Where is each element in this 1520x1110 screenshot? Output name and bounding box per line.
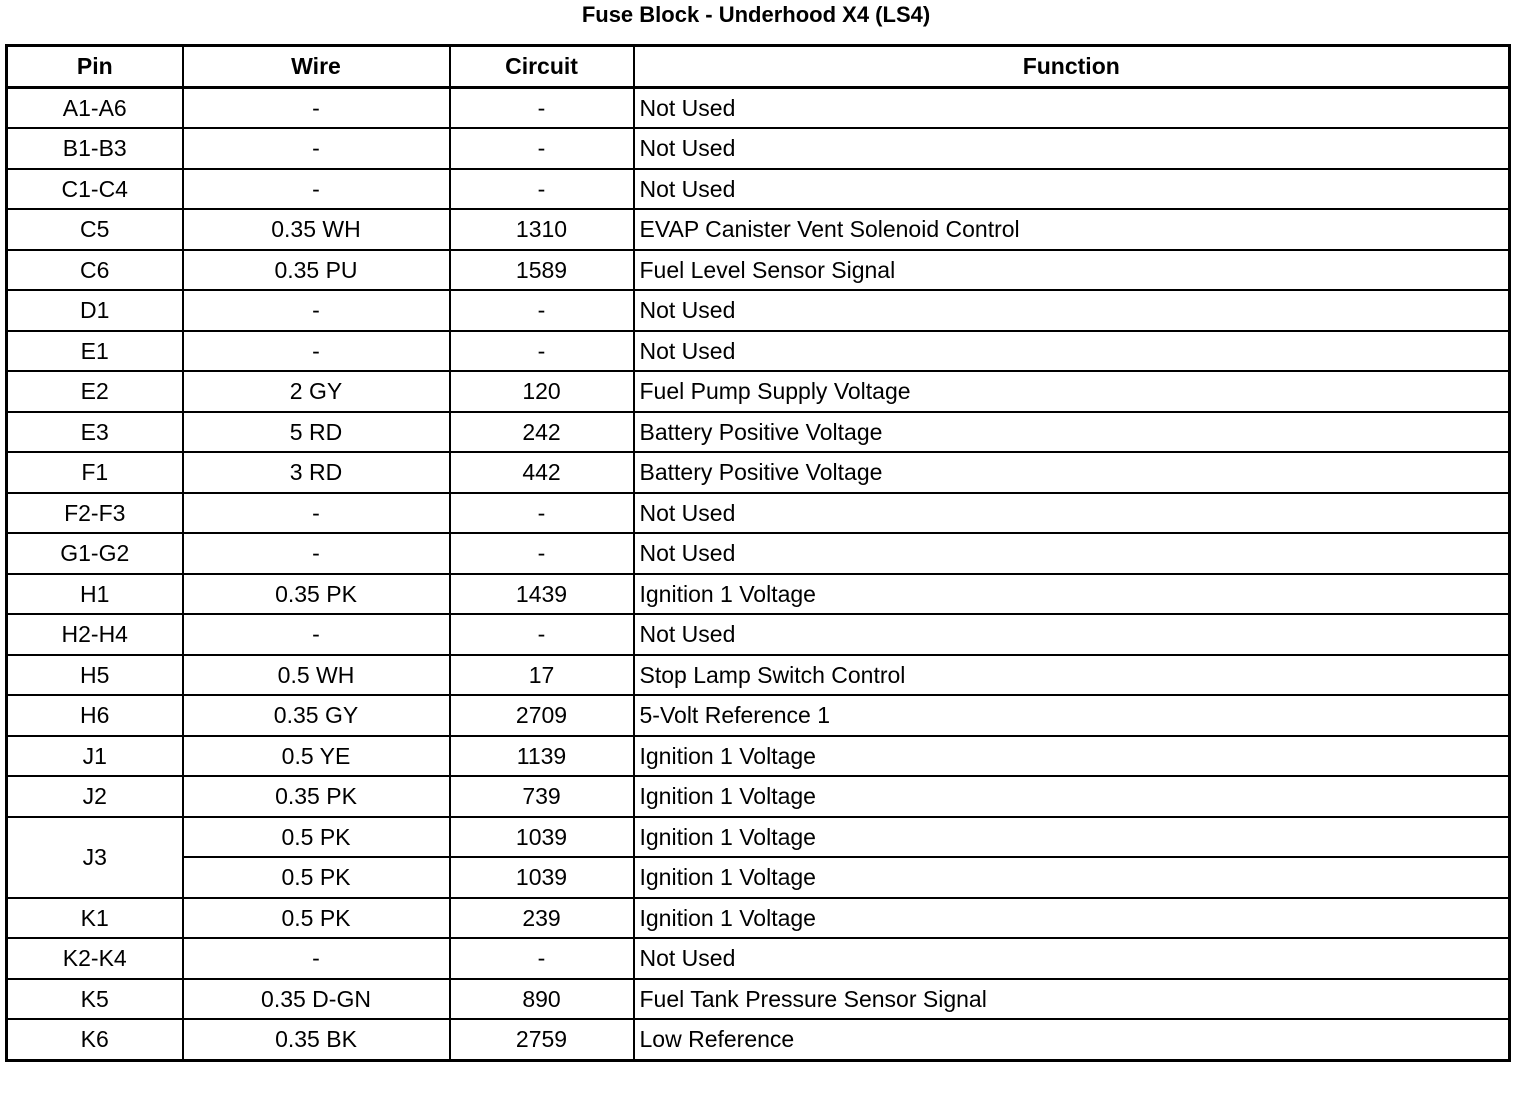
- wire-cell: 2 GY: [183, 371, 450, 412]
- function-cell: Battery Positive Voltage: [634, 452, 1510, 493]
- pin-cell: H6: [7, 695, 183, 736]
- table-row: [7, 87, 1510, 128]
- pin-cell: H2-H4: [7, 614, 183, 655]
- circuit-cell: 739: [450, 776, 634, 817]
- function-cell: Not Used: [634, 169, 1510, 210]
- table-row: [7, 128, 1510, 169]
- pin-cell: C1-C4: [7, 169, 183, 210]
- circuit-cell: 120: [450, 371, 634, 412]
- table-row: [7, 938, 1510, 979]
- table-row: [7, 898, 1510, 939]
- pin-cell: E3: [7, 412, 183, 453]
- wire-cell: 0.5 PK: [183, 817, 450, 858]
- circuit-cell: 1139: [450, 736, 634, 777]
- function-cell: Ignition 1 Voltage: [634, 776, 1510, 817]
- wire-cell: 0.35 PU: [183, 250, 450, 291]
- function-cell: Stop Lamp Switch Control: [634, 655, 1510, 696]
- circuit-cell: -: [450, 169, 634, 210]
- function-cell: Not Used: [634, 938, 1510, 979]
- function-cell: Not Used: [634, 493, 1510, 534]
- table-row: [7, 412, 1510, 453]
- wire-cell: 0.5 PK: [183, 898, 450, 939]
- function-cell: Not Used: [634, 331, 1510, 372]
- table-row: [7, 776, 1510, 817]
- wire-cell: 0.35 BK: [183, 1019, 450, 1060]
- table-row: [7, 695, 1510, 736]
- circuit-cell: 17: [450, 655, 634, 696]
- wire-cell: -: [183, 290, 450, 331]
- table-row: [7, 817, 1510, 858]
- column-header-circuit: Circuit: [450, 46, 634, 88]
- circuit-cell: -: [450, 938, 634, 979]
- circuit-cell: -: [450, 87, 634, 128]
- pin-cell: E1: [7, 331, 183, 372]
- pin-cell: F1: [7, 452, 183, 493]
- function-cell: Ignition 1 Voltage: [634, 817, 1510, 858]
- function-cell: Not Used: [634, 87, 1510, 128]
- function-cell: Fuel Pump Supply Voltage: [634, 371, 1510, 412]
- circuit-cell: -: [450, 128, 634, 169]
- pin-cell: E2: [7, 371, 183, 412]
- circuit-cell: 1589: [450, 250, 634, 291]
- table-row: [7, 857, 1510, 898]
- function-cell: Ignition 1 Voltage: [634, 574, 1510, 615]
- wire-cell: 0.35 GY: [183, 695, 450, 736]
- circuit-cell: -: [450, 533, 634, 574]
- function-cell: Fuel Tank Pressure Sensor Signal: [634, 979, 1510, 1020]
- circuit-cell: -: [450, 331, 634, 372]
- function-cell: 5-Volt Reference 1: [634, 695, 1510, 736]
- circuit-cell: 1310: [450, 209, 634, 250]
- table-body: [7, 87, 1510, 1060]
- table-row: [7, 1019, 1510, 1060]
- wire-cell: 0.5 WH: [183, 655, 450, 696]
- pin-cell: D1: [7, 290, 183, 331]
- pin-cell: J3: [7, 817, 183, 898]
- wire-cell: 0.5 YE: [183, 736, 450, 777]
- circuit-cell: 1039: [450, 857, 634, 898]
- table-row: [7, 209, 1510, 250]
- function-cell: Ignition 1 Voltage: [634, 736, 1510, 777]
- function-cell: Not Used: [634, 290, 1510, 331]
- function-cell: Ignition 1 Voltage: [634, 857, 1510, 898]
- function-cell: Not Used: [634, 128, 1510, 169]
- table-row: [7, 533, 1510, 574]
- pin-cell: F2-F3: [7, 493, 183, 534]
- table-row: [7, 290, 1510, 331]
- pin-cell: G1-G2: [7, 533, 183, 574]
- circuit-cell: -: [450, 493, 634, 534]
- circuit-cell: 2709: [450, 695, 634, 736]
- function-cell: Fuel Level Sensor Signal: [634, 250, 1510, 291]
- wire-cell: -: [183, 938, 450, 979]
- pin-cell: B1-B3: [7, 128, 183, 169]
- wire-cell: 0.35 PK: [183, 574, 450, 615]
- function-cell: Not Used: [634, 533, 1510, 574]
- table-row: [7, 979, 1510, 1020]
- circuit-cell: 242: [450, 412, 634, 453]
- pinout-table: [5, 44, 1511, 1062]
- circuit-cell: 1039: [450, 817, 634, 858]
- column-header-wire: Wire: [183, 46, 450, 88]
- wire-cell: 0.35 WH: [183, 209, 450, 250]
- table-row: [7, 574, 1510, 615]
- column-header-function: Function: [634, 46, 1510, 88]
- table-row: [7, 250, 1510, 291]
- table-row: [7, 331, 1510, 372]
- table-header-row: [7, 46, 1510, 88]
- page-title: Fuse Block - Underhood X4 (LS4): [581, 2, 931, 27]
- table-row: [7, 655, 1510, 696]
- wire-cell: 0.35 D-GN: [183, 979, 450, 1020]
- wire-cell: -: [183, 87, 450, 128]
- pin-cell: K1: [7, 898, 183, 939]
- pin-cell: K2-K4: [7, 938, 183, 979]
- function-cell: EVAP Canister Vent Solenoid Control: [634, 209, 1510, 250]
- pin-cell: C5: [7, 209, 183, 250]
- wire-cell: -: [183, 533, 450, 574]
- pin-cell: C6: [7, 250, 183, 291]
- table-row: [7, 371, 1510, 412]
- pin-cell: J2: [7, 776, 183, 817]
- wire-cell: -: [183, 331, 450, 372]
- table-row: [7, 452, 1510, 493]
- wire-cell: -: [183, 169, 450, 210]
- pin-cell: H1: [7, 574, 183, 615]
- column-header-pin: Pin: [7, 46, 183, 88]
- table-row: [7, 614, 1510, 655]
- function-cell: Battery Positive Voltage: [634, 412, 1510, 453]
- function-cell: Not Used: [634, 614, 1510, 655]
- function-cell: Ignition 1 Voltage: [634, 898, 1510, 939]
- wire-cell: 0.5 PK: [183, 857, 450, 898]
- wire-cell: 0.35 PK: [183, 776, 450, 817]
- wire-cell: -: [183, 128, 450, 169]
- table-row: [7, 736, 1510, 777]
- wire-cell: -: [183, 614, 450, 655]
- circuit-cell: 2759: [450, 1019, 634, 1060]
- wire-cell: 5 RD: [183, 412, 450, 453]
- wire-cell: -: [183, 493, 450, 534]
- pin-cell: K6: [7, 1019, 183, 1060]
- pin-cell: J1: [7, 736, 183, 777]
- circuit-cell: 239: [450, 898, 634, 939]
- circuit-cell: 442: [450, 452, 634, 493]
- circuit-cell: -: [450, 614, 634, 655]
- function-cell: Low Reference: [634, 1019, 1510, 1060]
- table-row: [7, 493, 1510, 534]
- circuit-cell: -: [450, 290, 634, 331]
- table-row: [7, 169, 1510, 210]
- circuit-cell: 1439: [450, 574, 634, 615]
- pin-cell: A1-A6: [7, 87, 183, 128]
- wire-cell: 3 RD: [183, 452, 450, 493]
- pin-cell: K5: [7, 979, 183, 1020]
- circuit-cell: 890: [450, 979, 634, 1020]
- pin-cell: H5: [7, 655, 183, 696]
